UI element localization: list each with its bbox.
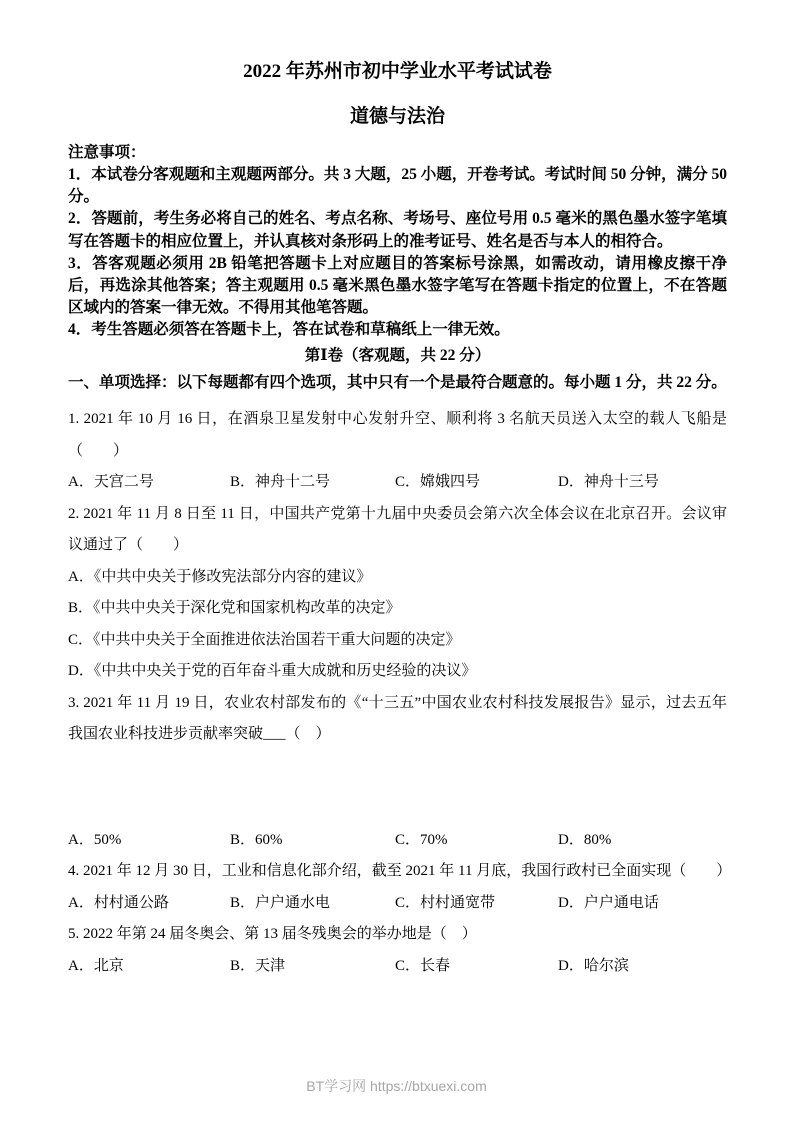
- question-3-option-b: B．60%: [230, 831, 283, 848]
- paper-subject: 道德与法治: [349, 106, 445, 127]
- question-4-stem: 4. 2021 年 12 月 30 日，工业和信息化部介绍，截至 2021 年 11 月底，我国行政村已全面实现（ ）: [68, 863, 732, 880]
- question-4-option-a: A．村村通公路: [68, 894, 169, 911]
- question-1-options: [68, 467, 727, 499]
- question-5-options: [68, 951, 727, 983]
- question-5-option-c: C．长春: [395, 957, 451, 974]
- question-3: [68, 688, 727, 857]
- question-2-stem: 2. 2021 年 11 月 8 日至 11 日，中国共产党第十九届中央委员会第六次全体会议在北京召开。会议审议通过了（ ）: [68, 505, 727, 554]
- question-4-options: [68, 888, 727, 920]
- question-4-option-d: D．户户通电话: [558, 894, 659, 911]
- question-5-option-a: A．北京: [68, 957, 124, 974]
- question-1-stem: 1. 2021 年 10 月 16 日，在酒泉卫星发射中心发射升空、顺利将 3 名航天员送入太空的载人飞船是（ ）: [68, 411, 727, 459]
- section-intro: 一、单项选择：以下每题都有四个选项，其中只有一个是最符合题意的。每小题 1 分，共 22 分。: [68, 373, 727, 391]
- question-2-option-d: D．《中共中央关于党的百年奋斗重大成就和历史经验的决议》: [68, 663, 477, 680]
- question-1-option-a: A．天宫二号: [68, 474, 154, 491]
- question-1: [68, 404, 727, 499]
- question-1-option-c: C．嫦娥四号: [395, 474, 481, 491]
- question-2-option-b: B．《中共中央关于深化党和国家机构改革的决定》: [68, 600, 401, 617]
- notice-item-2: 2．答题前，考生务必将自己的姓名、考点名称、考场号、座位号用 0.5 毫米的黑色墨水签字笔填写在答题卡的相应位置上，并认真核对条形码上的准考证号、姓名是否与本人的相符合。: [68, 210, 727, 250]
- question-5-option-b: B．天津: [230, 957, 286, 974]
- notice-item-4: 4．考生答题必须答在答题卡上，答在试卷和草稿纸上一律无效。: [68, 321, 510, 339]
- question-3-options: [68, 825, 727, 857]
- question-3-option-c: C．70%: [395, 831, 448, 848]
- notice-item-3: 3．答客观题必须用 2B 铅笔把答题卡上对应题目的答案标号涂黑，如需改动，请用橡皮擦干净后，再选涂其他答案；答主观题用 0.5 毫米黑色墨水签字笔写在答题卡指定的位置上，不在答题区域内的答案一律无效。不得用其他笔答题。: [68, 254, 727, 317]
- question-4: [68, 856, 732, 919]
- question-2-option-c: C．《中共中央关于全面推进依法治国若干重大问题的决定》: [68, 631, 461, 648]
- question-5: [68, 919, 727, 982]
- part-title: 第Ⅰ卷（客观题，共 22 分）: [304, 347, 491, 365]
- question-5-stem: 5. 2022 年第 24 届冬奥会、第 13 届冬残奥会的举办地是（ ）: [68, 926, 477, 943]
- question-4-option-c: C．村村通宽带: [395, 894, 496, 911]
- question-2-options: [68, 562, 727, 688]
- question-4-option-b: B．户户通水电: [230, 894, 331, 911]
- question-3-option-d: D．80%: [558, 831, 612, 848]
- notice-section: [68, 142, 727, 341]
- paper-title: 2022 年苏州市初中学业水平考试试卷: [243, 61, 552, 82]
- page-footer-watermark: BT学习网 https://btxuexi.com: [306, 1078, 487, 1094]
- missing-image-placeholder: [68, 751, 727, 825]
- question-3-option-a: A．50%: [68, 831, 122, 848]
- notice-item-1: 1．本试卷分客观题和主观题两部分。共 3 大题，25 小题，开卷考试。考试时间 50 分钟，满分 50 分。: [68, 166, 727, 206]
- question-2-option-a: A．《中共中央关于修改宪法部分内容的建议》: [68, 568, 372, 585]
- question-3-stem: 3. 2021 年 11 月 19 日，农业农村部发布的《“十三五”中国农业农村科技发展报告》显示，过去五年我国农业科技进步贡献率突破___（ ）: [68, 694, 727, 743]
- question-2: [68, 499, 727, 688]
- question-5-option-d: D．哈尔滨: [558, 957, 629, 974]
- question-1-option-d: D．神舟十三号: [558, 474, 659, 491]
- notice-heading: 注意事项：: [68, 144, 146, 161]
- question-1-option-b: B．神舟十二号: [230, 474, 331, 491]
